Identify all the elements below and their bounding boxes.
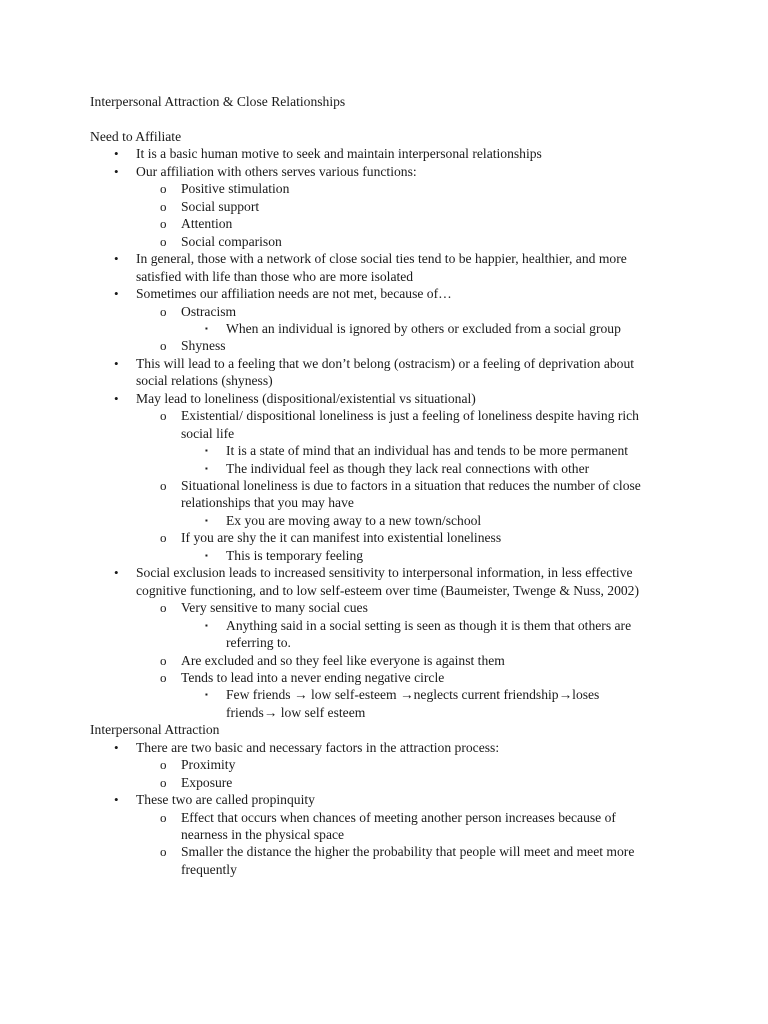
line-text: There are two basic and necessary factors in the attraction process: (136, 740, 500, 755)
line-text: Smaller the distance the higher the probability that people will meet and meet more (181, 844, 635, 859)
line-text: Positive stimulation (181, 181, 290, 196)
line-text: Sometimes our affiliation needs are not met, because of… (136, 286, 452, 301)
bullet-marker: • (114, 792, 119, 807)
line-text: Ostracism (181, 304, 237, 319)
line-text: satisfied with life than those who are more isolated (136, 269, 414, 284)
bullet-marker: o (160, 216, 167, 231)
line-text: Very sensitive to many social cues (181, 600, 368, 615)
line-text: When an individual is ignored by others or excluded from a social group (226, 321, 621, 336)
bullet-marker: ▪ (205, 446, 208, 455)
bullet-marker: ▪ (205, 516, 208, 525)
bullet-marker: o (160, 478, 167, 493)
bullet-marker: • (114, 146, 119, 161)
bullet-marker: o (160, 408, 167, 423)
line-text: Existential/ dispositional loneliness is just a feeling of loneliness despite having rich (181, 408, 639, 423)
line-text: Shyness (181, 338, 226, 353)
line-text: social relations (shyness) (136, 373, 273, 388)
bullet-marker: o (160, 338, 167, 353)
line-text: Social exclusion leads to increased sensitivity to interpersonal information, in less effective (136, 565, 633, 580)
line-text: These two are called propinquity (136, 792, 315, 807)
bullet-marker: o (160, 844, 167, 859)
bullet-marker: o (160, 775, 167, 790)
line-text: This will lead to a feeling that we don’t belong (ostracism) or a feeling of deprivation about (136, 356, 635, 371)
line-text: Situational loneliness is due to factors in a situation that reduces the number of close (181, 478, 641, 493)
bullet-marker: • (114, 164, 119, 179)
line-text: Social support (181, 199, 260, 214)
bullet-marker: o (160, 757, 167, 772)
bullet-marker: ▪ (205, 621, 208, 630)
line-text: Exposure (181, 775, 233, 790)
line-text: relationships that you may have (181, 495, 354, 510)
line-text: friends→ low self esteem (226, 705, 366, 720)
line-text: nearness in the physical space (181, 827, 345, 842)
bullet-marker: ▪ (205, 690, 208, 699)
bullet-marker: o (160, 181, 167, 196)
bullet-marker: • (114, 286, 119, 301)
line-text: Interpersonal Attraction (90, 722, 220, 737)
document-title-text: Interpersonal Attraction & Close Relationships (90, 94, 346, 109)
line-text: It is a state of mind that an individual has and tends to be more permanent (226, 443, 629, 458)
bullet-marker: o (160, 234, 167, 249)
bullet-marker: o (160, 810, 167, 825)
line-text: cognitive functioning, and to low self-esteem over time (Baumeister, Twenge & Nuss, 2002) (136, 583, 639, 598)
line-text: The individual feel as though they lack real connections with other (226, 461, 590, 476)
line-text: This is temporary feeling (226, 548, 364, 563)
line-text: In general, those with a network of close social ties tend to be happier, healthier, and more (136, 251, 627, 266)
line-text: Our affiliation with others serves various functions: (136, 164, 417, 179)
line-text: Attention (181, 216, 233, 231)
line-text: It is a basic human motive to seek and maintain interpersonal relationships (136, 146, 542, 161)
line-text: frequently (181, 862, 237, 877)
line-text: referring to. (226, 635, 291, 650)
bullet-marker: o (160, 304, 167, 319)
bullet-marker: o (160, 653, 167, 668)
line-text: Few friends → low self-esteem →neglects current friendship→loses (226, 687, 600, 702)
bullet-marker: o (160, 600, 167, 615)
line-text: social life (181, 426, 235, 441)
bullet-marker: ▪ (205, 464, 208, 473)
line-text: Ex you are moving away to a new town/school (226, 513, 482, 528)
bullet-marker: ▪ (205, 324, 208, 333)
bullet-marker: • (114, 356, 119, 371)
bullet-marker: o (160, 530, 167, 545)
line-text: Proximity (181, 757, 236, 772)
line-text: Tends to lead into a never ending negative circle (181, 670, 445, 685)
bullet-marker: • (114, 251, 119, 266)
line-text: Anything said in a social setting is seen as though it is them that others are (226, 618, 632, 633)
line-text: Need to Affiliate (90, 129, 182, 144)
bullet-marker: • (114, 740, 119, 755)
bullet-marker: ▪ (205, 551, 208, 560)
bullet-marker: • (114, 565, 119, 580)
bullet-marker: • (114, 391, 119, 406)
line-text: Effect that occurs when chances of meeting another person increases because of (181, 810, 616, 825)
bullet-marker: o (160, 199, 167, 214)
line-text: May lead to loneliness (dispositional/existential vs situational) (136, 391, 476, 406)
line-text: Social comparison (181, 234, 282, 249)
line-text: Are excluded and so they feel like everyone is against them (181, 653, 505, 668)
bullet-marker: o (160, 670, 167, 685)
line-text: If you are shy the it can manifest into existential loneliness (181, 530, 502, 545)
